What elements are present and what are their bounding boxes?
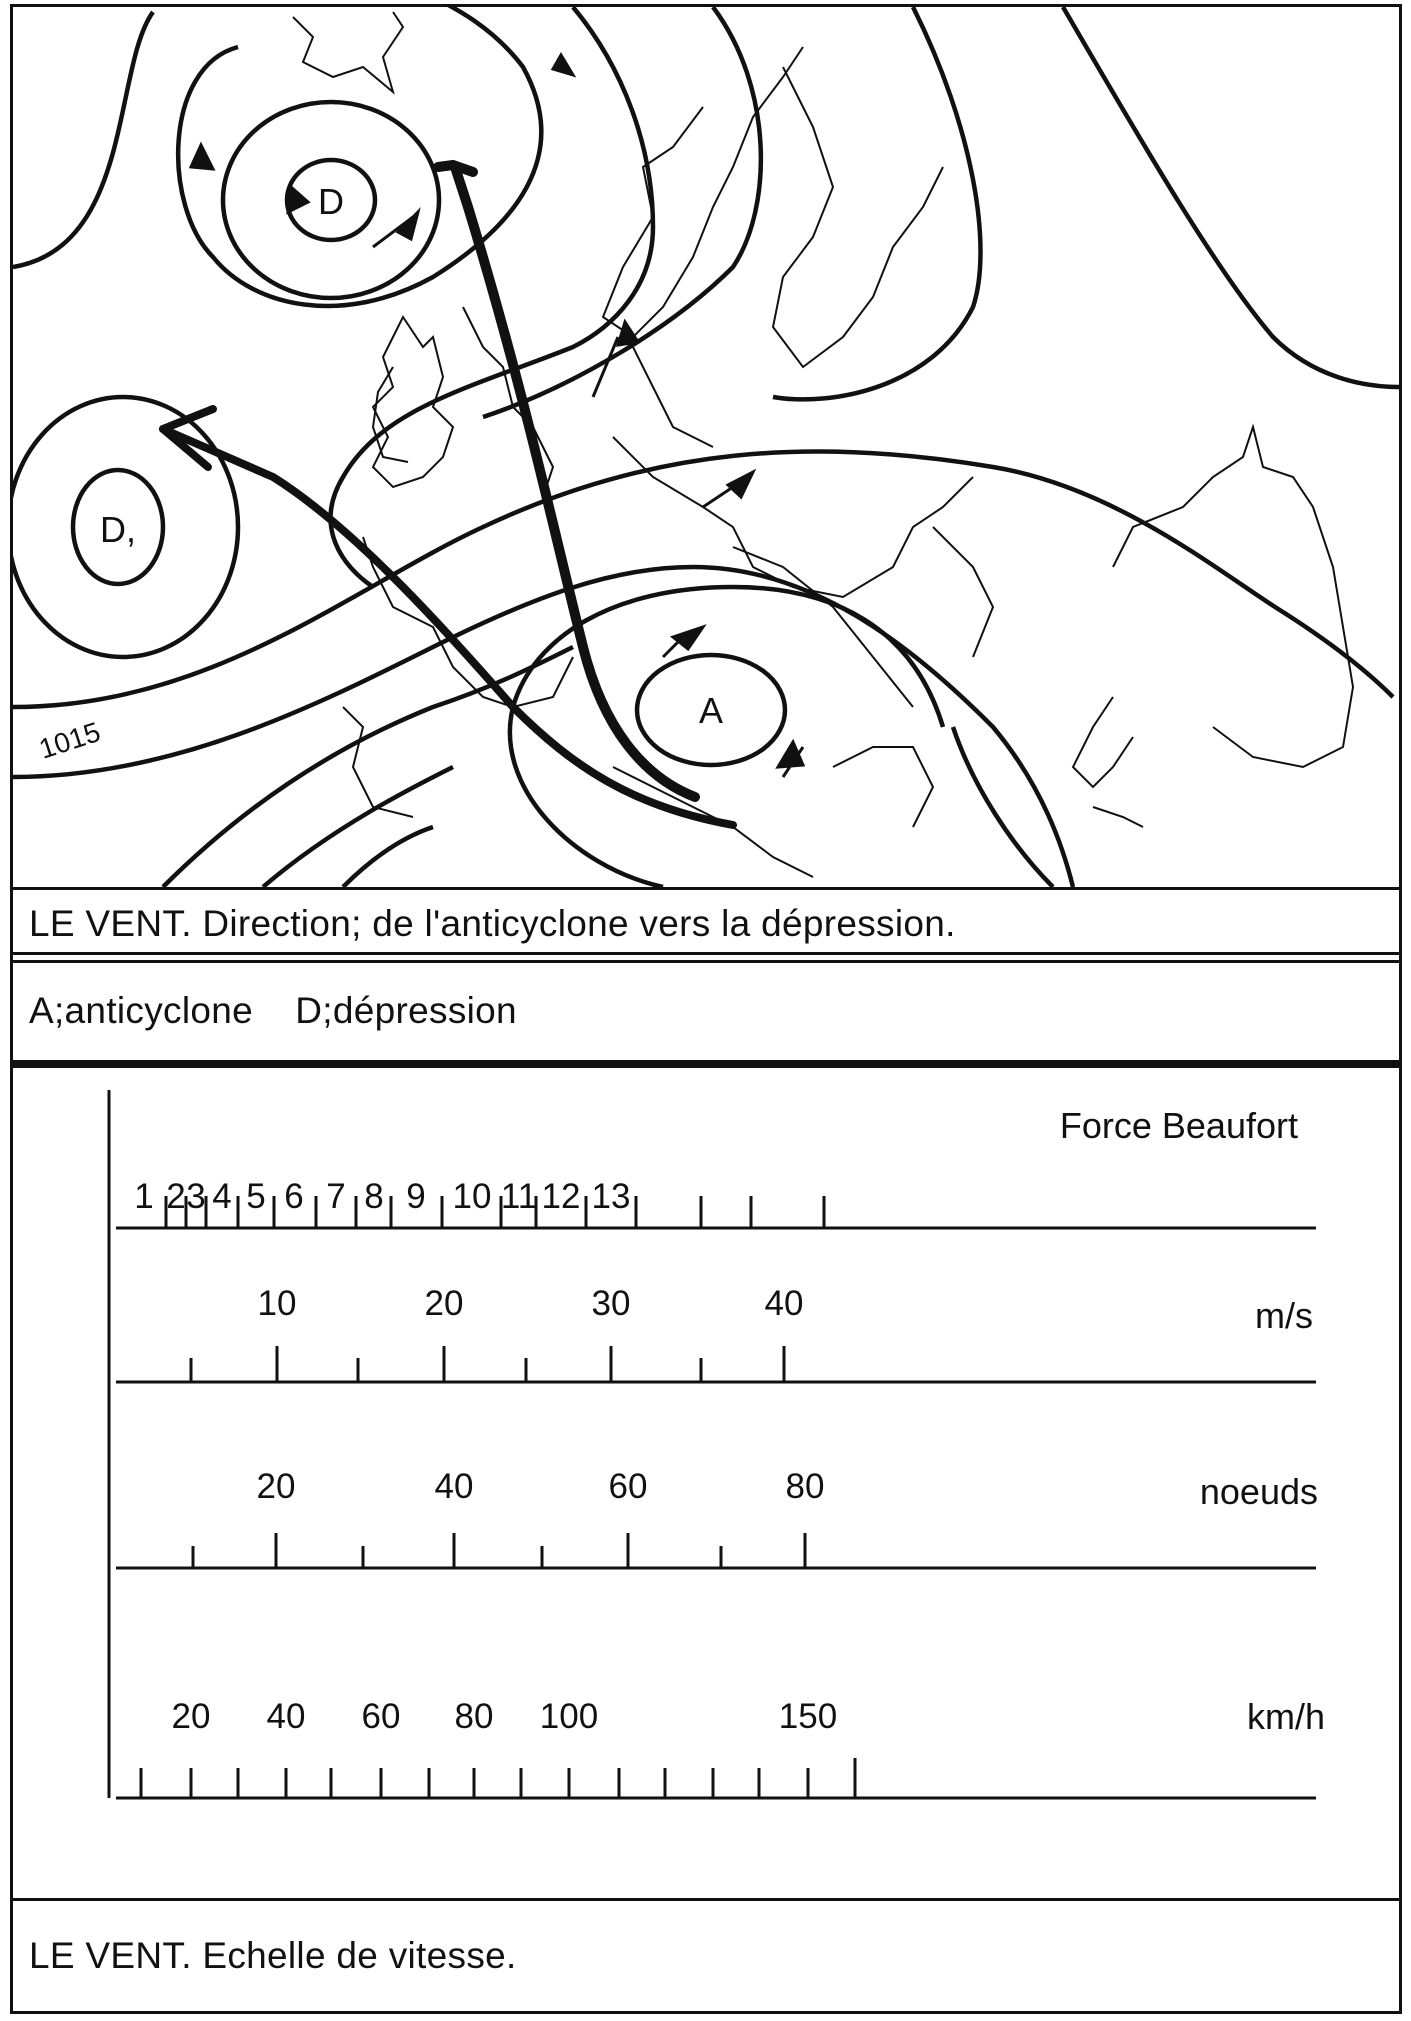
ms-unit: m/s (1255, 1295, 1313, 1336)
beaufort-number: 3 (186, 1177, 206, 1216)
beaufort-number: 7 (326, 1177, 346, 1216)
beaufort-number: 10 (452, 1177, 492, 1216)
isobars (13, 7, 1399, 887)
beaufort-number: 6 (284, 1177, 304, 1216)
isobar-label: 1015 (35, 715, 105, 765)
speed-scale-caption: LE VENT. Echelle de vitesse. (13, 1898, 1399, 2014)
kmh-unit: km/h (1246, 1696, 1325, 1737)
beaufort-ticks (134, 1177, 824, 1228)
legend-caption: A;anticyclone D;dépression (13, 960, 1399, 1068)
wind-direction-caption: LE VENT. Direction; de l'anticyclone vers la dépression. (13, 887, 1399, 955)
kmh-label: 60 (361, 1697, 401, 1736)
knots-unit: noeuds (1199, 1471, 1318, 1512)
coastlines (293, 12, 1353, 877)
knots-label: 60 (608, 1467, 648, 1506)
beaufort-number: 5 (246, 1177, 266, 1216)
knots-label: 80 (785, 1467, 825, 1506)
kmh-label: 100 (539, 1697, 599, 1736)
beaufort-number: 2 (166, 1177, 186, 1216)
ms-label: 40 (764, 1284, 804, 1323)
beaufort-number: 9 (406, 1177, 426, 1216)
beaufort-number: 11 (500, 1177, 538, 1216)
ms-label: 10 (257, 1284, 297, 1323)
kmh-label: 20 (171, 1697, 211, 1736)
beaufort-number: 4 (212, 1177, 232, 1216)
beaufort-number: 13 (591, 1177, 631, 1216)
ms-label: 30 (591, 1284, 631, 1323)
kmh-label: 40 (266, 1697, 306, 1736)
knots-label: 20 (256, 1467, 296, 1506)
beaufort-title: Force Beaufort (1059, 1105, 1298, 1146)
anticyclone-symbol: A (698, 690, 724, 731)
wind-speed-scale (13, 1068, 1399, 1898)
beaufort-number: 12 (541, 1177, 581, 1216)
kmh-label: 150 (778, 1697, 838, 1736)
depression-symbol-west: D, (100, 509, 136, 550)
kmh-label: 80 (454, 1697, 494, 1736)
weather-map (13, 7, 1399, 887)
ms-ticks (191, 1284, 803, 1382)
beaufort-number: 8 (364, 1177, 384, 1216)
beaufort-number: 1 (134, 1177, 154, 1216)
depression-symbol-north: D (318, 181, 344, 222)
ms-label: 20 (424, 1284, 464, 1323)
kmh-ticks (141, 1697, 855, 1798)
knots-ticks (193, 1467, 824, 1568)
knots-label: 40 (434, 1467, 474, 1506)
